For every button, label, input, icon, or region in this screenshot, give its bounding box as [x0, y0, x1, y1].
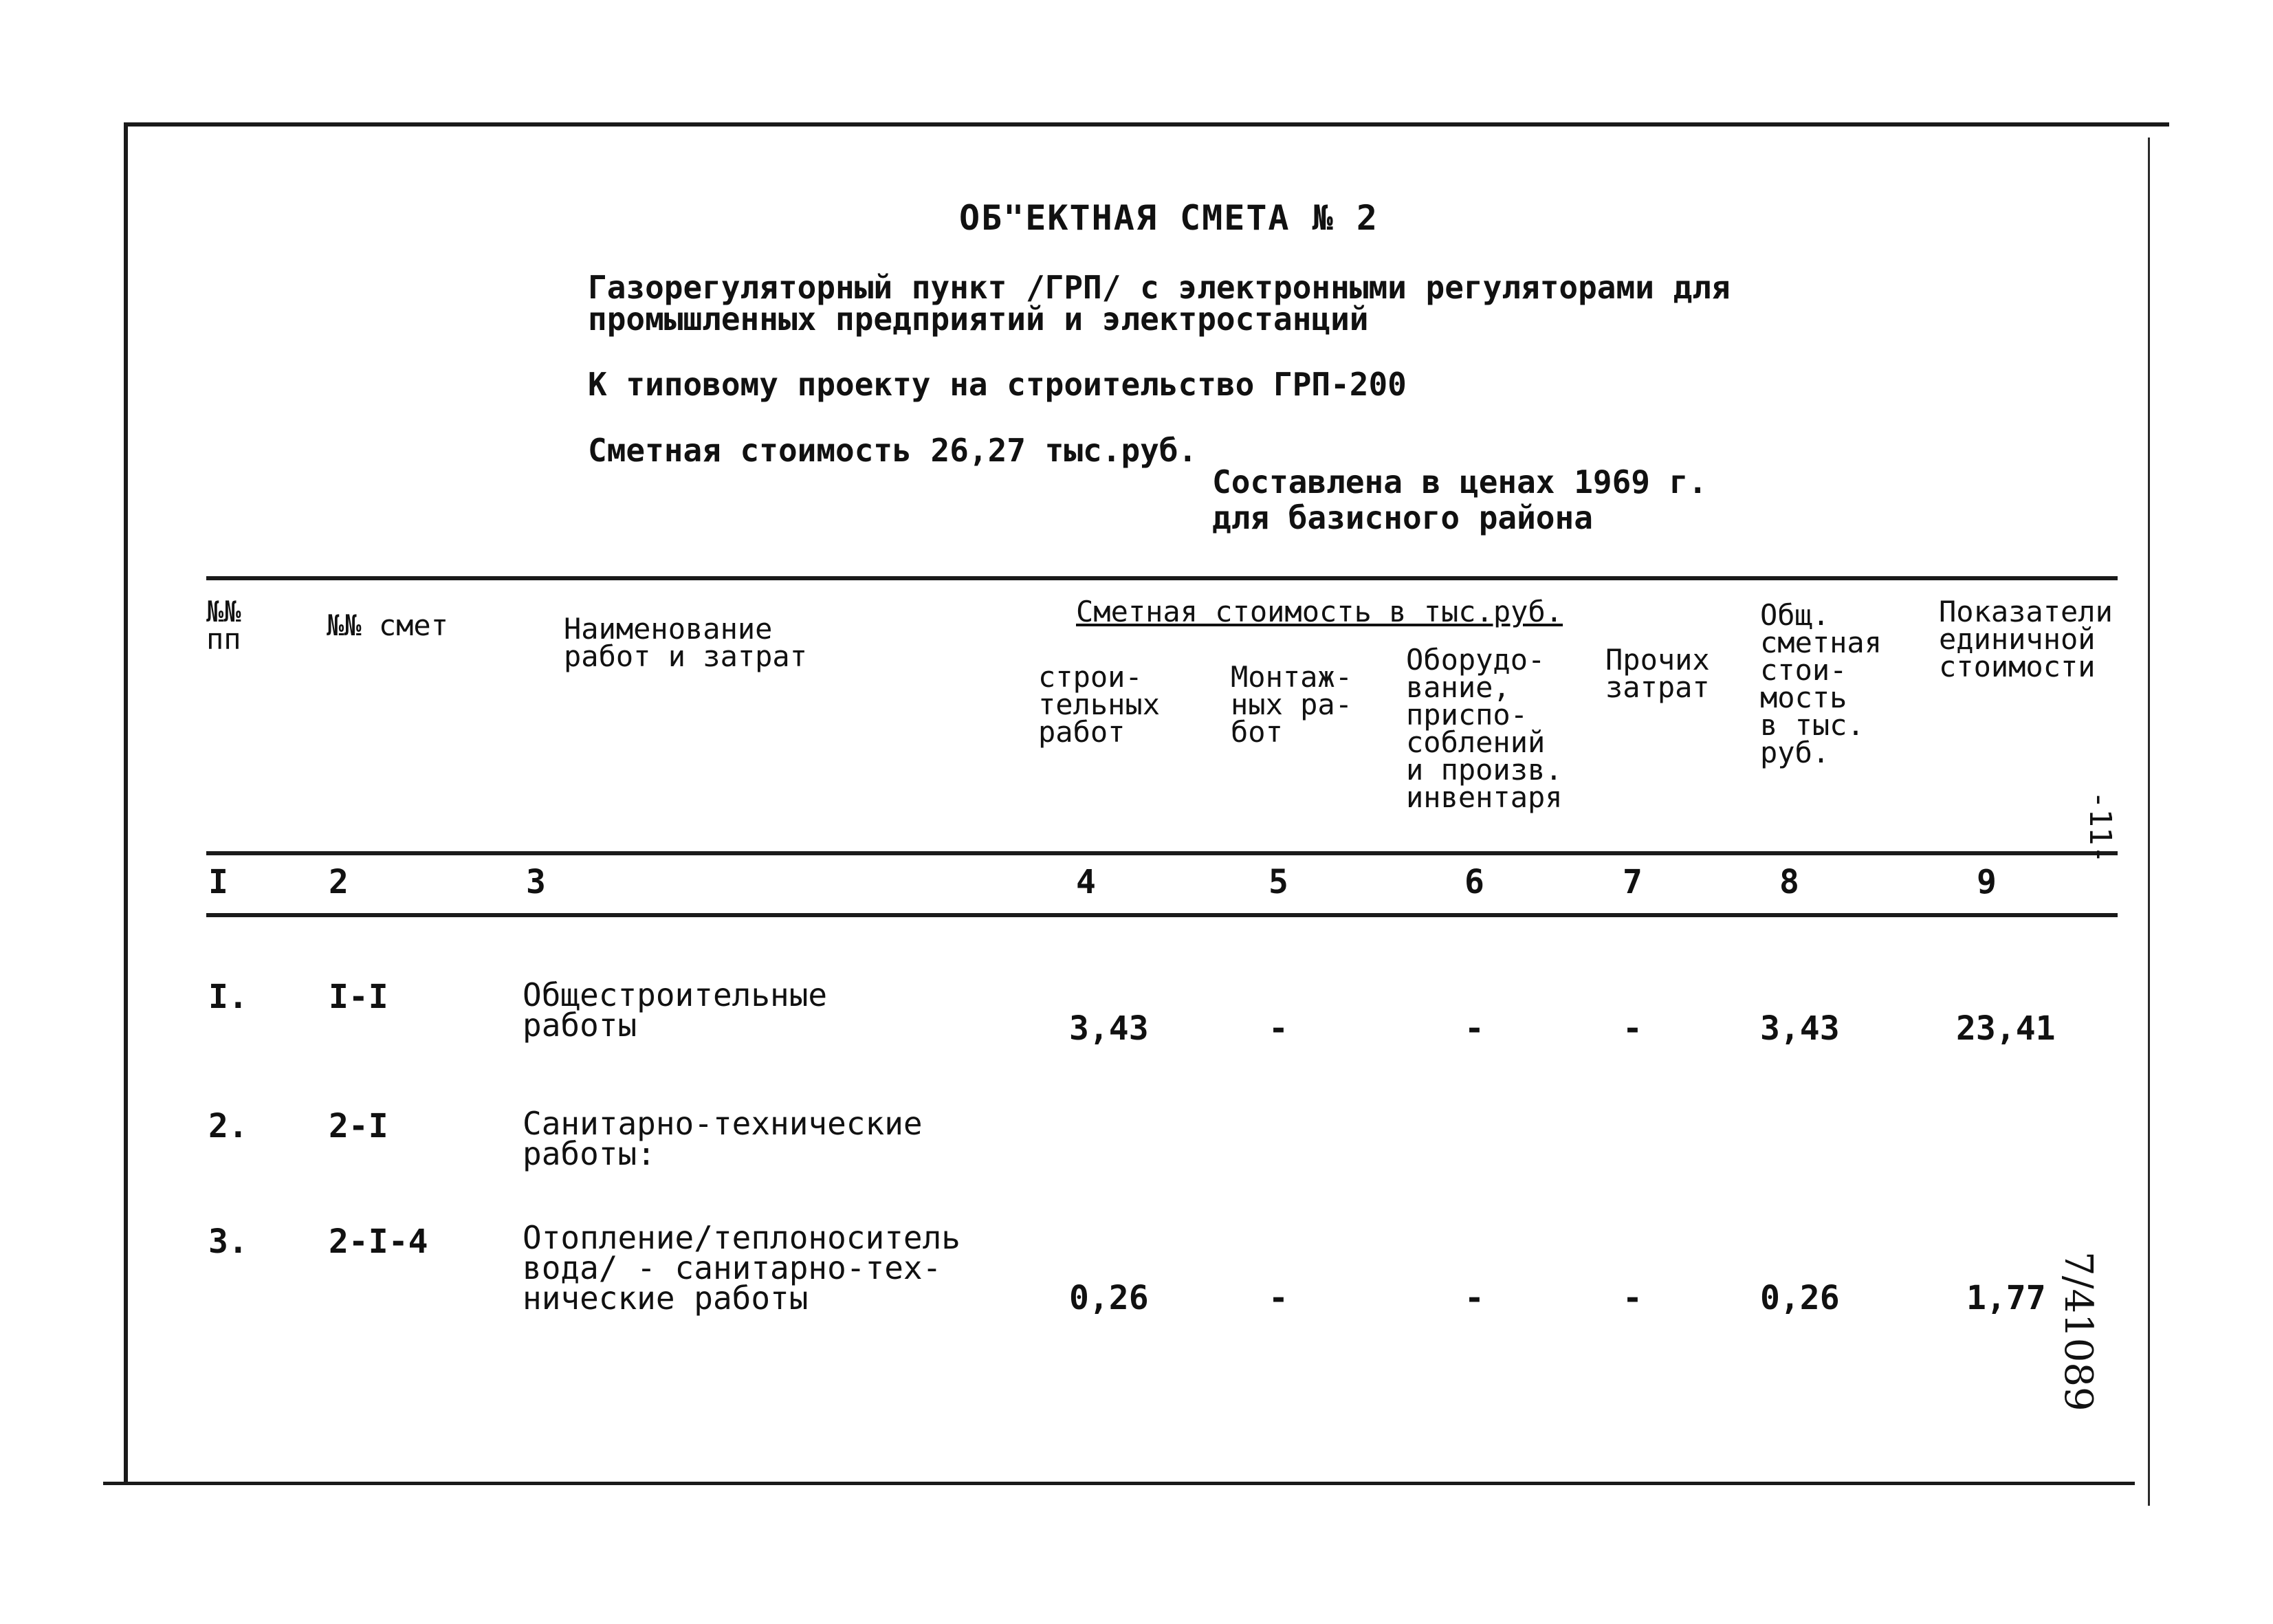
project-reference: К типовому проекту на строительство ГРП-200 [588, 366, 1407, 403]
equipment-cost: - [1464, 1279, 1484, 1317]
column-number: 8 [1779, 863, 1799, 901]
column-number: 4 [1076, 863, 1096, 901]
header-cost-group: Сметная стоимость в тыс.руб. [1076, 595, 1563, 628]
column-number: 6 [1464, 863, 1484, 901]
row-number: 2. [208, 1107, 248, 1145]
estimate-number: 2-I-4 [329, 1222, 428, 1261]
column-number: 5 [1269, 863, 1288, 901]
header-equipment: Оборудо- вание, приспо- соблений и произв. инвентаря [1406, 643, 1563, 814]
archive-number: 7/41089 [2056, 1251, 2100, 1412]
subtitle-line-1: Газорегуляторный пункт /ГРП/ с электронными регуляторами для [588, 269, 1731, 306]
row-number: I. [208, 978, 248, 1016]
column-numbers-rule [206, 913, 2118, 917]
installation-cost: - [1269, 1009, 1288, 1048]
row-number: 3. [208, 1222, 248, 1261]
column-number: I [208, 863, 228, 901]
header-total-cost: Общ. сметная стои- мость в тыс. руб. [1760, 598, 1882, 769]
price-basis-line-2: для базисного района [1212, 499, 1593, 536]
installation-cost: - [1269, 1279, 1288, 1317]
document-subtitle [588, 269, 1825, 338]
header-other-costs: Прочих затрат [1605, 643, 1710, 704]
frame-right-border [2148, 138, 2150, 1506]
document-title: ОБ"ЕКТНАЯ СМЕТА № 2 [959, 198, 1379, 238]
frame-bottom-border [103, 1482, 2135, 1485]
construction-cost: 0,26 [1069, 1279, 1149, 1317]
header-work-name: Наименование работ и затрат [564, 612, 808, 673]
total-cost: 3,43 [1760, 1009, 1840, 1048]
header-installation-works: Монтаж- ных ра- бот [1231, 660, 1353, 749]
price-basis-line-1: Составлена в ценах 1969 г. [1212, 463, 1708, 501]
column-number: 9 [1977, 863, 1997, 901]
table-top-rule [206, 576, 2118, 580]
construction-cost: 3,43 [1069, 1009, 1149, 1048]
work-name: Общестроительные работы [523, 976, 828, 1044]
page-number: -11- [2083, 791, 2118, 864]
frame-left-border [124, 122, 128, 1484]
header-construction-works: строи- тельных работ [1038, 660, 1161, 749]
subtitle-line-2: промышленных предприятий и электростанций [588, 300, 1369, 338]
price-basis [1212, 464, 1707, 536]
equipment-cost: - [1464, 1009, 1484, 1048]
column-number: 3 [526, 863, 546, 901]
estimate-number: I-I [329, 978, 388, 1016]
work-name: Отопление/теплоноситель вода/ - санитарно-тех- нические работы [523, 1219, 960, 1317]
other-cost: - [1623, 1009, 1643, 1048]
other-cost: - [1623, 1279, 1643, 1317]
header-bottom-rule [206, 851, 2118, 855]
column-number: 7 [1623, 863, 1643, 901]
column-number: 2 [329, 863, 349, 901]
estimate-number: 2-I [329, 1107, 388, 1145]
header-row-number: №№ пп [206, 595, 241, 656]
unit-cost-indicator: 1,77 [1966, 1279, 2046, 1317]
header-estimate-number: №№ смет [327, 608, 449, 642]
frame-top-border [127, 122, 2169, 127]
total-cost: 0,26 [1760, 1279, 1840, 1317]
unit-cost-indicator: 23,41 [1956, 1009, 2056, 1048]
work-name: Санитарно-технические работы: [523, 1105, 923, 1172]
estimated-cost: Сметная стоимость 26,27 тыс.руб. [588, 432, 1198, 469]
header-unit-cost-indicators: Показатели единичной стоимости [1939, 595, 2113, 683]
